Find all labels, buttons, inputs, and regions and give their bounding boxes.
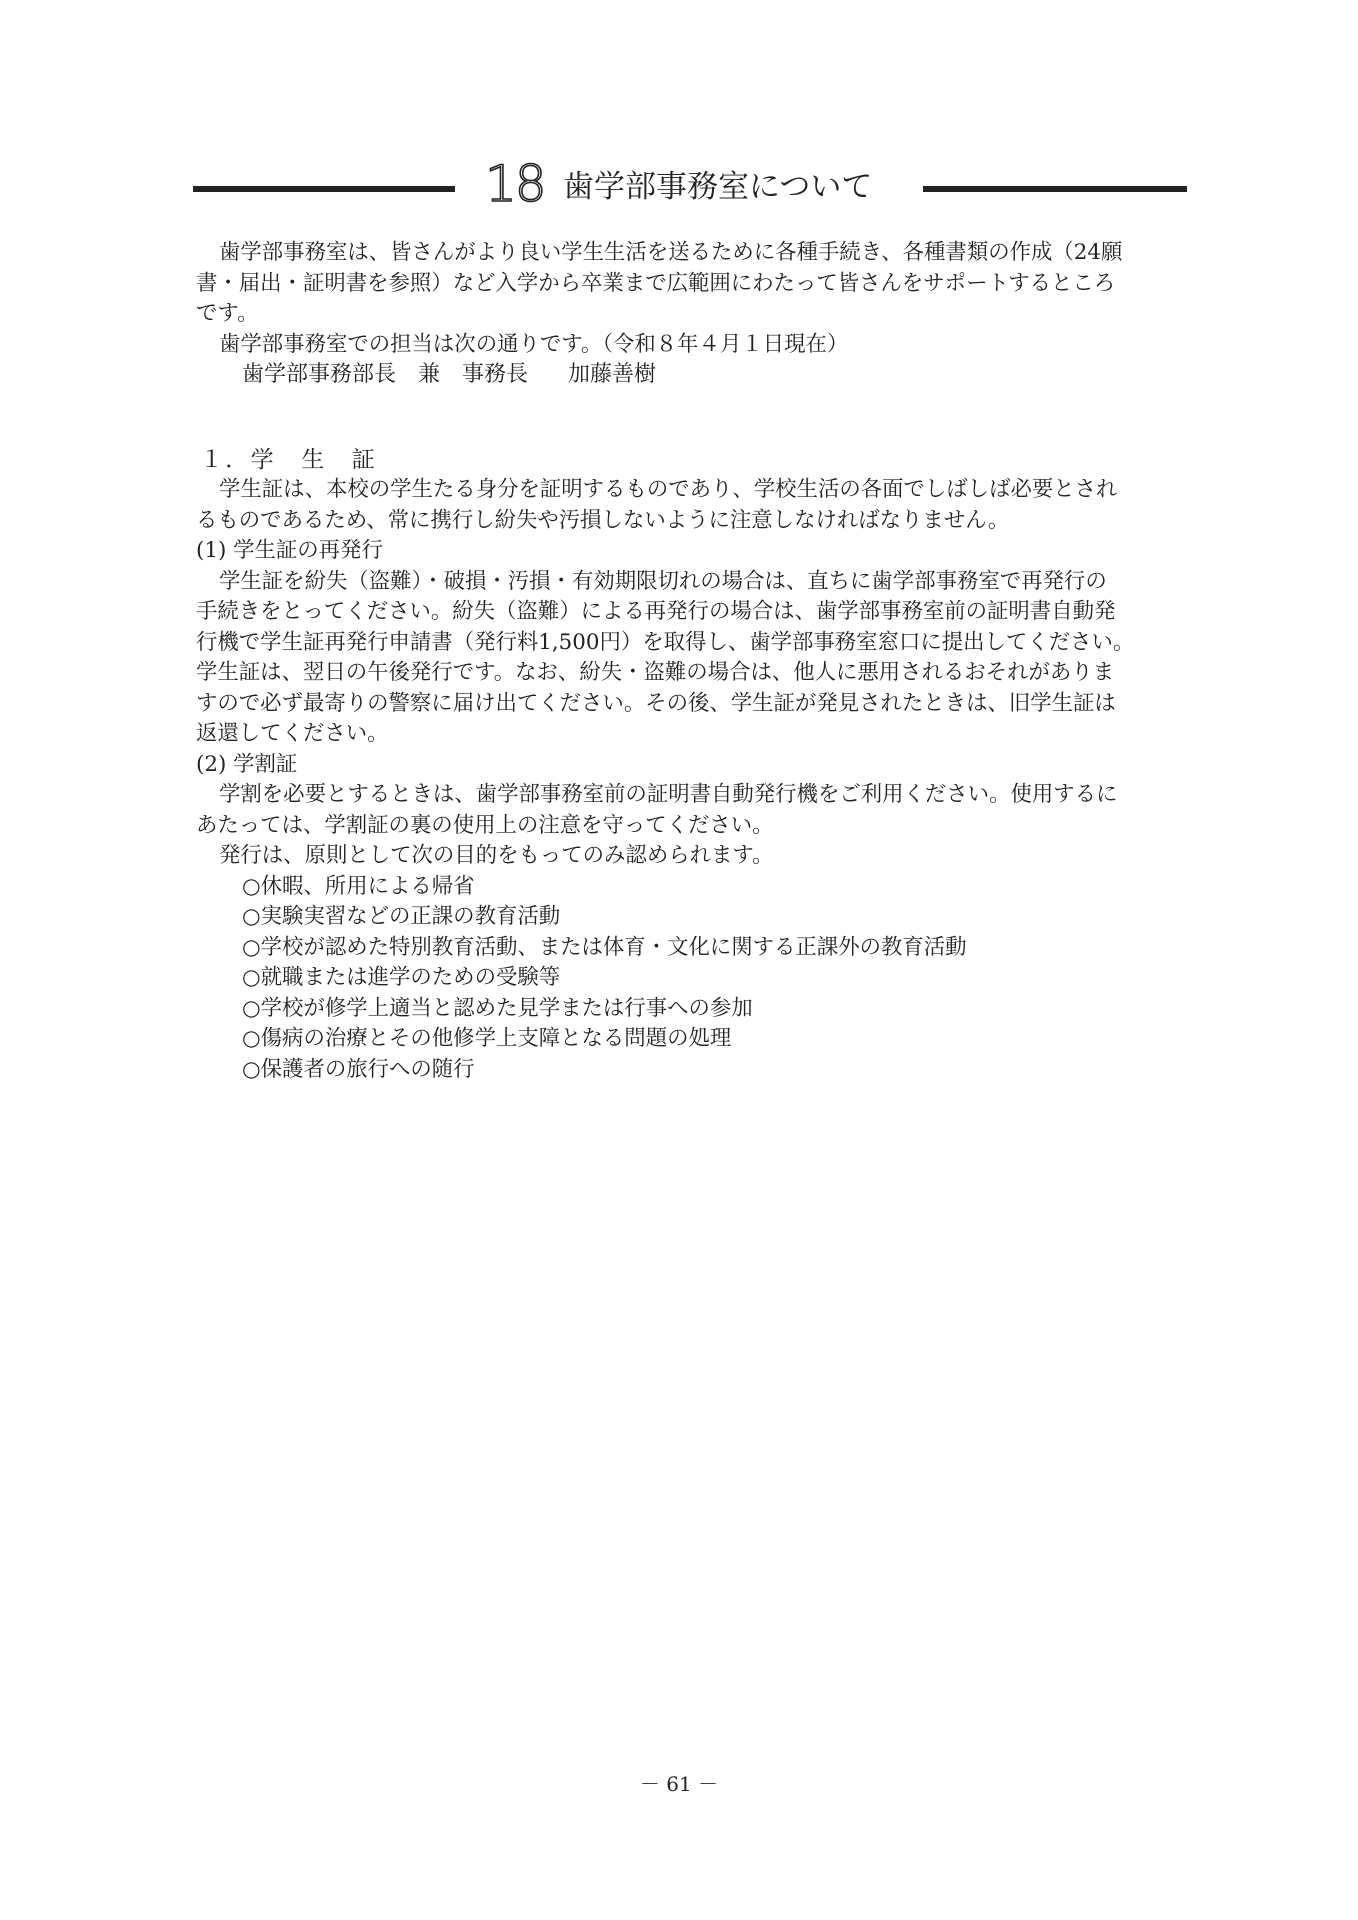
paragraph-line: 学割を必要とするときは、歯学部事務室前の証明書自動発行機をご利用ください。使用するに: [219, 782, 1118, 807]
staff-role: 歯学部事務部長: [242, 362, 397, 387]
staff-role2: 事務長: [462, 362, 529, 387]
paragraph-line: 手続きをとってください。紛失（盗難）による再発行の場合は、歯学部事務室前の証明書自動発: [196, 599, 1116, 624]
section-spacer: [196, 391, 1188, 445]
paragraph-line: るものであるため、常に携行し紛失や汚損しないように注意しなければなりません。: [196, 507, 1010, 533]
section-header: [193, 152, 1187, 228]
list-item: ○実験実習などの正課の教育活動: [242, 904, 561, 929]
paragraph-line: 学生証は、本校の学生たる身分を証明するものであり、学校生活の各面でしばしば必要とされ: [219, 477, 1118, 502]
staff-name: 加藤善樹: [568, 362, 657, 387]
list-item: ○就職または進学のための受験等: [242, 965, 561, 990]
list-item: ○休暇、所用による帰省: [242, 873, 475, 899]
staff-line: [196, 360, 1188, 391]
paragraph-line: 行機で学生証再発行申請書（発行料1,500円）を取得し、歯学部事務室窓口に提出してください。: [196, 629, 1135, 655]
list-item: ○学校が修学上適当と認めた見学または行事への参加: [242, 995, 753, 1021]
intro-line: 歯学部事務室は、皆さんがより良い学生生活を送るために各種手続き、各種書類の作成（24願: [219, 240, 1123, 265]
staff-concurrent: 兼: [418, 362, 441, 387]
paragraph-line: あたっては、学割証の裏の使用上の注意を守ってください。: [196, 812, 774, 838]
intro-line: 歯学部事務室での担当は次の通りです。（令和８年４月１日現在）: [219, 331, 849, 357]
list-item: ○保護者の旅行への随行: [242, 1056, 475, 1082]
page-title: 歯学部事務室について: [563, 169, 873, 205]
header-rule-right: [923, 186, 1187, 192]
subsection-title-student-discount: (2) 学割証: [196, 751, 298, 777]
intro-line: です。: [196, 301, 259, 326]
page-number: － 61 －: [639, 1772, 719, 1796]
section-heading-student-id: １．学 生 証: [200, 446, 378, 473]
paragraph-line: すので必ず最寄りの警察に届け出てください。その後、学生証が発見されたときは、旧学生証は: [196, 690, 1116, 716]
paragraph-line: 返還してください。: [196, 721, 389, 746]
header-rule-left: [193, 186, 455, 192]
intro-line: 書・届出・証明書を参照）など入学から卒業まで広範囲にわたって皆さんをサポートするところ: [196, 270, 1116, 296]
paragraph-line: 発行は、原則として次の目的をもってのみ認められます。: [219, 843, 774, 868]
list-item: ○傷病の治療とその他修学上支障となる問題の処理: [242, 1026, 732, 1051]
list-item: ○学校が認めた特別教育活動、または体育・文化に関する正課外の教育活動: [242, 934, 967, 960]
paragraph-line: 学生証は、翌日の午後発行です。なお、紛失・盗難の場合は、他人に悪用されるおそれがありま: [196, 660, 1115, 685]
subsection-title-reissue: (1) 学生証の再発行: [196, 538, 383, 563]
section-number: 18: [485, 155, 545, 213]
document-body: [196, 238, 1188, 1085]
paragraph-line: 学生証を紛失（盗難）・破損・汚損・有効期限切れの場合は、直ちに歯学部事務室で再発行の: [219, 568, 1107, 594]
